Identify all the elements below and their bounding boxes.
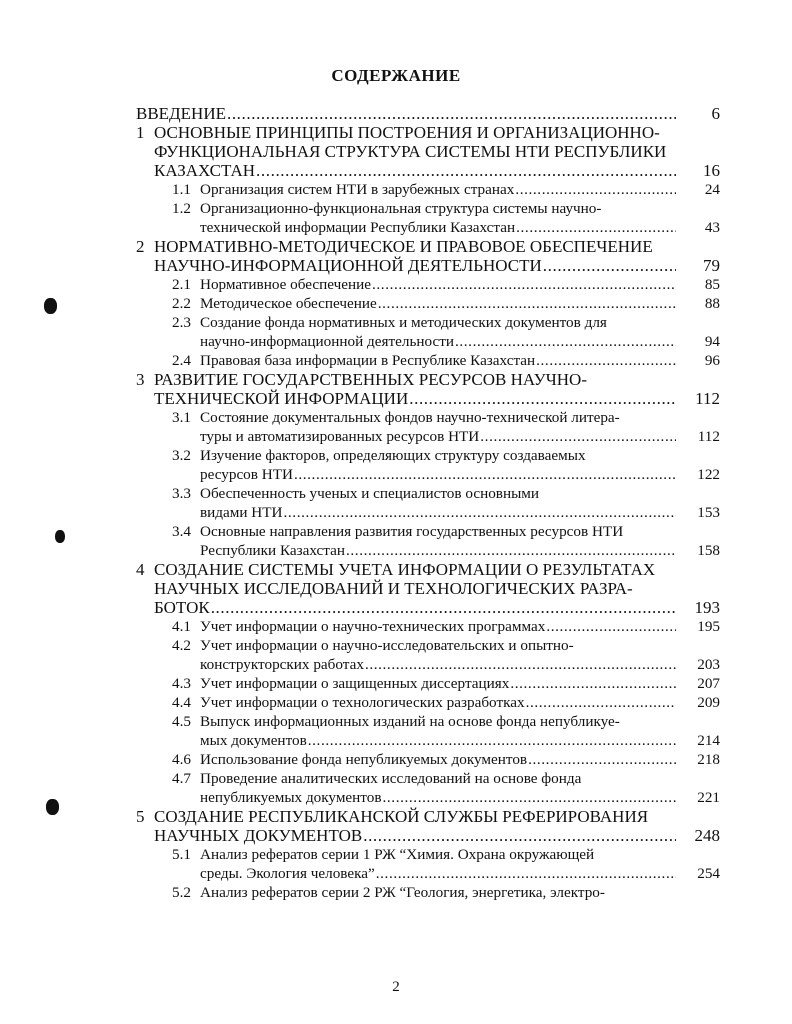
dot-leader (528, 750, 676, 769)
dot-leader (294, 465, 676, 484)
toc-entry-number: 4 (136, 560, 145, 579)
toc-entry-title-line: Организация систем НТИ в зарубежных странах (200, 181, 515, 198)
toc-entry-number: 4.7 (172, 770, 191, 787)
toc-entry-title-line: Изучение факторов, определяющих структуру создаваемых (200, 447, 586, 464)
dot-leader (363, 826, 676, 845)
toc-entry-number: 3.3 (172, 485, 191, 502)
toc-entry-number: 2.4 (172, 352, 191, 369)
toc-page-number: 16 (703, 161, 720, 180)
toc-entry-number: 2.3 (172, 314, 191, 331)
toc-section (136, 674, 720, 693)
dot-leader (365, 655, 676, 674)
toc-section (136, 294, 720, 313)
toc-entry-number: 5.1 (172, 846, 191, 863)
toc-page-number: 153 (697, 504, 720, 521)
toc-introduction (136, 104, 720, 123)
toc-entry-title-line: Обеспеченность ученых и специалистов основными (200, 485, 540, 502)
table-of-contents (136, 104, 720, 902)
toc-page-number: 79 (703, 256, 720, 275)
toc-entry-title-line: технической информации Республики Казахстан (200, 219, 516, 236)
toc-entry-title-line: Учет информации о защищенных диссертациях (200, 675, 510, 692)
toc-page-number: 254 (697, 865, 720, 882)
toc-entry-title-line: РАЗВИТИЕ ГОСУДАРСТВЕННЫХ РЕСУРСОВ НАУЧНО- (154, 370, 587, 389)
toc-section (136, 693, 720, 712)
toc-page-number: 6 (711, 104, 720, 123)
toc-entry-number: 3 (136, 370, 145, 389)
toc-page-number: 209 (697, 694, 720, 711)
toc-entry-title-line: Использование фонда непубликуемых документов (200, 751, 528, 768)
toc-entry-title-line: НАУЧНЫХ ИССЛЕДОВАНИЙ И ТЕХНОЛОГИЧЕСКИХ РАЗРА- (154, 579, 633, 598)
toc-section (136, 351, 720, 370)
toc-page-number: 43 (704, 219, 720, 236)
toc-entry-title-line: СОЗДАНИЕ СИСТЕМЫ УЧЕТА ИНФОРМАЦИИ О РЕЗУЛЬТАТАХ (154, 560, 656, 579)
dot-leader (546, 617, 676, 636)
toc-entry-number: 1 (136, 123, 145, 142)
toc-entry-title-line: НОРМАТИВНО-МЕТОДИЧЕСКОЕ И ПРАВОВОЕ ОБЕСПЕЧЕНИЕ (154, 237, 653, 256)
toc-page-number: 248 (694, 826, 720, 845)
dot-leader (526, 693, 676, 712)
toc-section (136, 484, 720, 522)
toc-page-number: 96 (704, 352, 720, 369)
toc-entry-title-line: Анализ рефератов серии 2 РЖ “Геология, энергетика, электро- (200, 884, 605, 901)
dot-leader (515, 180, 676, 199)
toc-page-number: 88 (704, 295, 720, 312)
page-title: СОДЕРЖАНИЕ (331, 66, 461, 85)
toc-page-number: 112 (695, 389, 720, 408)
toc-entry-title-line: НАУЧНО-ИНФОРМАЦИОННОЙ ДЕЯТЕЛЬНОСТИ (154, 256, 542, 275)
toc-entry-title-line: туры и автоматизированных ресурсов НТИ (200, 428, 480, 445)
toc-section (136, 883, 720, 902)
toc-chapter (136, 370, 720, 408)
dot-leader (372, 275, 676, 294)
toc-page-number: 195 (697, 618, 720, 635)
toc-entry-title-line: Учет информации о научно-исследовательских и опытно- (200, 637, 574, 654)
toc-entry-title-line: Выпуск информационных изданий на основе фонда непубликуе- (200, 713, 620, 730)
toc-entry-number: 2 (136, 237, 145, 256)
toc-entry-title-line: Республики Казахстан (200, 542, 345, 559)
toc-entry-title-line: видами НТИ (200, 504, 283, 521)
toc-entry-number: 5.2 (172, 884, 191, 901)
toc-section (136, 712, 720, 750)
toc-entry-title-line: Состояние документальных фондов научно-технической литера- (200, 409, 620, 426)
dot-leader (308, 731, 676, 750)
toc-entry-number: 4.1 (172, 618, 191, 635)
toc-entry-title-line: среды. Экология человека” (200, 865, 375, 882)
toc-chapter (136, 560, 720, 617)
toc-entry-title-line: НАУЧНЫХ ДОКУМЕНТОВ (154, 826, 363, 845)
scan-speck (44, 298, 57, 314)
toc-section (136, 750, 720, 769)
toc-entry-title-line: Методическое обеспечение (200, 295, 377, 312)
toc-section (136, 275, 720, 294)
toc-page-number: 203 (697, 656, 720, 673)
dot-leader (211, 598, 676, 617)
toc-entry-title-line: Учет информации о научно-технических программах (200, 618, 546, 635)
toc-page-number: 122 (697, 466, 720, 483)
scan-speck (55, 530, 65, 543)
dot-leader (480, 427, 676, 446)
toc-page-number: 214 (697, 732, 720, 749)
toc-entry-title-line: ВВЕДЕНИЕ (136, 104, 226, 123)
toc-entry-number: 1.1 (172, 181, 191, 198)
toc-page-number: 94 (704, 333, 720, 350)
toc-entry-title-line: ТЕХНИЧЕСКОЙ ИНФОРМАЦИИ (154, 389, 409, 408)
toc-page-number: 221 (697, 789, 720, 806)
toc-entry-title-line: Основные направления развития государственных ресурсов НТИ (200, 523, 624, 540)
toc-entry-title-line: научно-информационной деятельности (200, 333, 454, 350)
toc-entry-title-line: Нормативное обеспечение (200, 276, 372, 293)
toc-entry-title-line: КАЗАХСТАН (154, 161, 256, 180)
toc-entry-title-line: ОСНОВНЫЕ ПРИНЦИПЫ ПОСТРОЕНИЯ И ОРГАНИЗАЦИОННО- (154, 123, 660, 142)
toc-entry-number: 4.5 (172, 713, 191, 730)
dot-leader (346, 541, 676, 560)
toc-section (136, 522, 720, 560)
dot-leader (378, 294, 676, 313)
toc-page-number: 207 (697, 675, 720, 692)
toc-section (136, 180, 720, 199)
dot-leader (227, 104, 676, 123)
toc-chapter (136, 237, 720, 275)
toc-entry-number: 4.6 (172, 751, 191, 768)
toc-entry-number: 5 (136, 807, 145, 826)
toc-page-number: 85 (704, 276, 720, 293)
toc-entry-title-line: мых документов (200, 732, 307, 749)
toc-page-number: 158 (697, 542, 720, 559)
toc-section (136, 408, 720, 446)
toc-entry-title-line: ресурсов НТИ (200, 466, 293, 483)
toc-section (136, 313, 720, 351)
toc-entry-number: 3.2 (172, 447, 191, 464)
toc-chapter (136, 807, 720, 845)
toc-entry-title-line: Организационно-функциональная структура системы научно- (200, 200, 602, 217)
dot-leader (536, 351, 676, 370)
dot-leader (510, 674, 676, 693)
toc-entry-number: 4.4 (172, 694, 191, 711)
scan-speck (46, 799, 59, 815)
toc-entry-title-line: непубликуемых документов (200, 789, 382, 806)
toc-entry-number: 1.2 (172, 200, 191, 217)
dot-leader (256, 161, 676, 180)
dot-leader (409, 389, 676, 408)
toc-entry-number: 4.3 (172, 675, 191, 692)
toc-entry-title-line: ФУНКЦИОНАЛЬНАЯ СТРУКТУРА СИСТЕМЫ НТИ РЕСПУБЛИКИ (154, 142, 667, 161)
toc-page-number: 112 (697, 428, 720, 445)
toc-entry-number: 2.1 (172, 276, 191, 293)
toc-entry-title-line: конструкторских работах (200, 656, 364, 673)
toc-section (136, 845, 720, 883)
page-number: 2 (392, 979, 400, 995)
toc-chapter (136, 123, 720, 180)
toc-entry-number: 3.4 (172, 523, 191, 540)
toc-section (136, 636, 720, 674)
toc-entry-title-line: СОЗДАНИЕ РЕСПУБЛИКАНСКОЙ СЛУЖБЫ РЕФЕРИРОВАНИЯ (154, 807, 649, 826)
dot-leader (383, 788, 676, 807)
toc-page-number: 218 (697, 751, 720, 768)
toc-entry-number: 4.2 (172, 637, 191, 654)
toc-entry-title-line: Правовая база информации в Республике Казахстан (200, 352, 536, 369)
toc-entry-number: 2.2 (172, 295, 191, 312)
dot-leader (284, 503, 676, 522)
dot-leader (543, 256, 676, 275)
toc-section (136, 769, 720, 807)
toc-page-number: 193 (694, 598, 720, 617)
dot-leader (455, 332, 676, 351)
toc-section (136, 446, 720, 484)
dot-leader (516, 218, 676, 237)
dot-leader (376, 864, 676, 883)
toc-entry-number: 3.1 (172, 409, 191, 426)
toc-entry-title-line: Учет информации о технологических разработках (200, 694, 525, 711)
toc-page-number: 24 (704, 181, 720, 198)
toc-entry-title-line: БОТОК (154, 598, 210, 617)
toc-section (136, 199, 720, 237)
toc-entry-title-line: Проведение аналитических исследований на основе фонда (200, 770, 582, 787)
toc-section (136, 617, 720, 636)
toc-entry-title-line: Анализ рефератов серии 1 РЖ “Химия. Охрана окружающей (200, 846, 595, 863)
toc-entry-title-line: Создание фонда нормативных и методических документов для (200, 314, 607, 331)
